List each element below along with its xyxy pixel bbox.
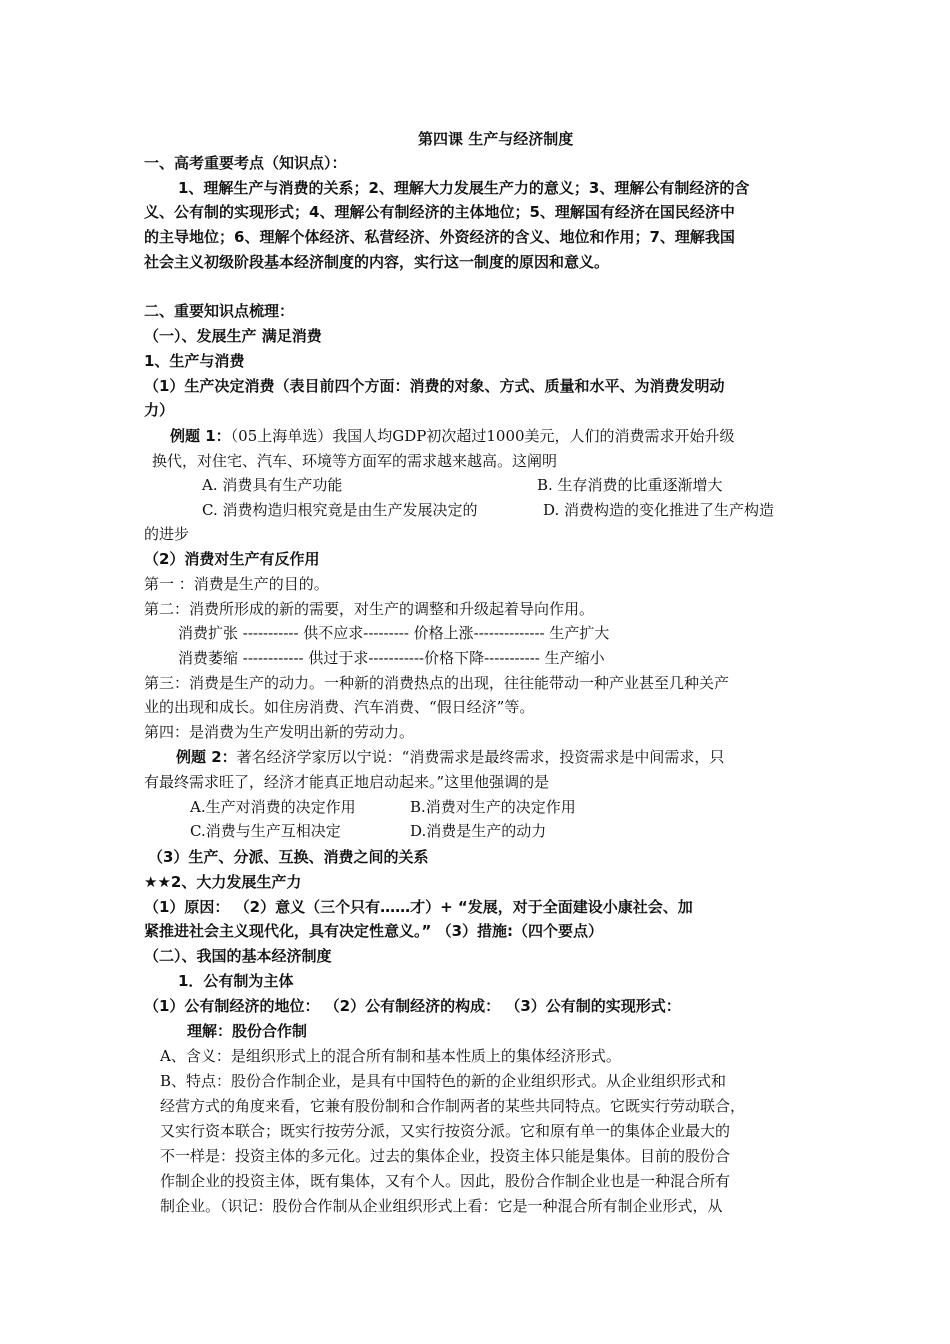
body-text: B、特点：股份合作制企业，是具有中国特色的新的企业组织形式。从企业组织形式和 (160, 1072, 727, 1090)
section-1-line: 社会主义初级阶段基本经济制度的内容，实行这一制度的原因和意义。 (144, 253, 610, 271)
subsection-heading: （一）、发展生产 满足消费 (144, 327, 322, 345)
body-text: 作制企业的投资主体，既有集体，又有个人。因此，股份合作制企业也是一种混合所有 (160, 1172, 731, 1190)
example-2-question (176, 745, 724, 770)
body-text: 第一 ：消费是生产的目的。 (144, 575, 329, 593)
section-1-line: 的主导地位；6、理解个体经济、私营经济、外资经济的含义、地位和作用；7、理解我国 (144, 228, 735, 246)
body-text: 制企业。（识记：股份合作制从企业组织形式上看：它是一种混合所有制企业形式，从 (160, 1197, 723, 1215)
body-text: 经营方式的角度来看，它兼有股份制和合作制两者的某些共同特点。它既实行劳动联合， (160, 1097, 746, 1115)
example-text: （05上海单选）我国人均GDP初次超过1000美元，人们的消费需求开始升级 (230, 427, 735, 445)
body-text: 第四：是消费为生产发明出新的劳动力。 (144, 723, 415, 741)
body-text: 不一样是：投资主体的多元化。过去的集体企业，投资主体只能是集体。目前的股份合 (160, 1147, 731, 1165)
page-title: 第四课 生产与经济制度 (418, 130, 574, 148)
example-1-question (170, 424, 735, 449)
body-text: 第二：消费所形成的新的需要，对生产的调整和升级起着导向作用。 (144, 600, 595, 618)
point-text: 力） (144, 401, 175, 419)
example-label: 例题 1： (170, 427, 231, 445)
option-a: A.生产对消费的决定作用 (190, 798, 356, 816)
point-heading: 1．公有制为主体 (178, 972, 294, 990)
body-text: 第三：消费是生产的动力。一种新的消费热点的出现，往往能带动一种产业甚至几种关产 (144, 674, 730, 692)
point-heading: ★★2、大力发展生产力 (144, 873, 302, 891)
section-2-heading: 二、重要知识点梳理： (144, 302, 295, 320)
example-label: 例题 2： (176, 748, 237, 766)
point-heading: 1、生产与消费 (144, 352, 245, 370)
point-text: （1）生产决定消费（表目前四个方面：消费的对象、方式、质量和水平、为消费发明动 (144, 377, 725, 395)
option-d-continued: 的进步 (144, 525, 190, 543)
option-c: C.消费与生产互相决定 (190, 822, 341, 840)
point-text: （1）原因： （2）意义（三个只有……才）+ “发展，对于全面建设小康社会、加 (144, 898, 693, 916)
body-text: 业的出现和成长。如住房消费、汽车消费、“假日经济”等。 (144, 698, 535, 716)
option-b: B. 生存消费的比重逐渐增大 (537, 476, 723, 494)
example-text: 著名经济学家厉以宁说：“消费需求是最终需求，投资需求是中间需求，只 (236, 748, 725, 766)
point-text: 理解：股份合作制 (187, 1022, 308, 1040)
section-1-heading: 一、高考重要考点（知识点）： (144, 154, 347, 172)
example-text: 换代，对住宅、汽车、环境等方面军的需求越来越高。这阐明 (152, 452, 558, 470)
subsection-heading: （二）、我国的基本经济制度 (144, 947, 332, 965)
point-text: 紧推进社会主义现代化，具有决定性意义。” （3）措施:（四个要点） (144, 922, 604, 940)
section-1-line: 1、理解生产与消费的关系；2、理解大力发展生产力的意义；3、理解公有制经济的含 (178, 179, 750, 197)
example-text: 有最终需求旺了，经济才能真正地启动起来。”这里他强调的是 (144, 773, 550, 791)
point-text: （3）生产、分派、互换、消费之间的关系 (148, 848, 429, 866)
option-d: D.消费是生产的动力 (410, 822, 547, 840)
chain-text: 消费扩张 ----------- 供不应求--------- 价格上涨-------------- 生产扩大 (178, 624, 610, 642)
option-a: A. 消费具有生产功能 (202, 476, 343, 494)
point-text: （1）公有制经济的地位： （2）公有制经济的构成： （3）公有制的实现形式： (144, 997, 681, 1015)
section-1-line: 义、公有制的实现形式；4、理解公有制经济的主体地位；5、理解国有经济在国民经济中 (144, 203, 735, 221)
option-d: D. 消费构造的变化推进了生产构造 (543, 501, 775, 519)
body-text: A、含义：是组织形式上的混合所有制和基本性质上的集体经济形式。 (160, 1047, 621, 1065)
body-text: 又实行资本联合；既实行按劳分派，又实行按资分派。它和原有单一的集体企业最大的 (160, 1122, 731, 1140)
option-c: C. 消费构造归根究竟是由生产发展决定的 (202, 501, 478, 519)
option-b: B.消费对生产的决定作用 (410, 798, 576, 816)
chain-text: 消费萎缩 ------------ 供过于求-----------价格下降----------- 生产缩小 (178, 649, 605, 667)
point-text: （2）消费对生产有反作用 (144, 550, 320, 568)
